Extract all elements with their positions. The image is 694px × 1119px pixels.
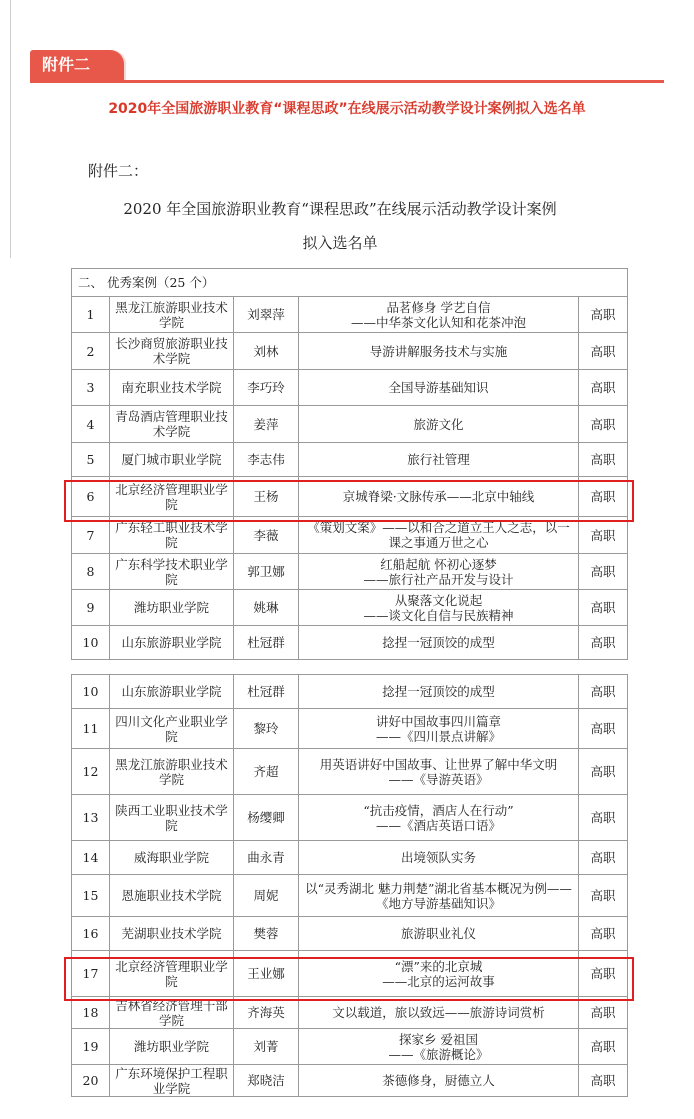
cell-no: 9 <box>72 590 110 626</box>
cell-school: 四川文化产业职业学院 <box>110 709 234 749</box>
cell-no: 3 <box>72 370 110 406</box>
cell-no: 14 <box>72 841 110 875</box>
cell-title: 全国导游基础知识 <box>299 370 579 406</box>
highlight-box-row-17 <box>64 957 634 1001</box>
cell-person: 姜萍 <box>234 406 299 443</box>
cell-title: 出境领队实务 <box>299 841 579 875</box>
table-row <box>72 517 628 554</box>
table-row <box>72 443 628 477</box>
cell-school: 威海职业学院 <box>110 841 234 875</box>
cell-person: 王杨 <box>234 477 299 517</box>
case-table-2 <box>71 674 628 1097</box>
cell-person: 王业娜 <box>234 951 299 997</box>
cell-no: 10 <box>72 675 110 709</box>
table-row <box>72 1029 628 1065</box>
cell-no: 10 <box>72 626 110 660</box>
headline: 2020年全国旅游职业教育“课程思政”在线展示活动教学设计案例拟入选名单 <box>108 101 586 117</box>
cell-no: 16 <box>72 917 110 951</box>
cell-level: 高职 <box>579 917 628 951</box>
cell-no: 7 <box>72 517 110 554</box>
table-row <box>72 841 628 875</box>
header-rule <box>30 80 664 83</box>
table-row <box>72 749 628 795</box>
cell-no: 11 <box>72 709 110 749</box>
cell-no: 19 <box>72 1029 110 1065</box>
cell-school: 恩施职业技术学院 <box>110 875 234 917</box>
cell-school: 北京经济管理职业学院 <box>110 477 234 517</box>
cell-school: 广东轻工职业技术学院 <box>110 517 234 554</box>
table-row <box>72 406 628 443</box>
cell-title: 捻捏一冠顶饺的成型 <box>299 675 579 709</box>
cell-title: 以“灵秀湖北 魅力荆楚”湖北省基本概况为例——《地方导游基础知识》 <box>299 875 579 917</box>
cell-title: 探家乡 爱祖国 ——《旅游概论》 <box>299 1029 579 1065</box>
cell-level: 高职 <box>579 554 628 590</box>
cell-title: 从聚落文化说起 ——谈文化自信与民族精神 <box>299 590 579 626</box>
cell-no: 1 <box>72 297 110 333</box>
cell-person: 姚琳 <box>234 590 299 626</box>
attachment-badge-label: 附件二 <box>30 50 124 80</box>
cell-level: 高职 <box>579 997 628 1029</box>
cell-school: 潍坊职业学院 <box>110 1029 234 1065</box>
cell-level: 高职 <box>579 590 628 626</box>
cell-level: 高职 <box>579 749 628 795</box>
cell-level: 高职 <box>579 675 628 709</box>
cell-person: 黎玲 <box>234 709 299 749</box>
table-row <box>72 795 628 841</box>
section-label: 二、 优秀案例（25 个） <box>72 269 628 297</box>
cell-school: 北京经济管理职业学院 <box>110 951 234 997</box>
cell-level: 高职 <box>579 333 628 370</box>
cell-no: 20 <box>72 1065 110 1097</box>
cell-school: 潍坊职业学院 <box>110 590 234 626</box>
cell-school: 厦门城市职业学院 <box>110 443 234 477</box>
cell-no: 17 <box>72 951 110 997</box>
cell-title: 品茗修身 学艺自信 ——中华茶文化认知和花茶冲泡 <box>299 297 579 333</box>
cell-person: 李巧玲 <box>234 370 299 406</box>
table-row <box>72 297 628 333</box>
table-row <box>72 997 628 1029</box>
cell-level: 高职 <box>579 875 628 917</box>
cell-person: 杨缨卿 <box>234 795 299 841</box>
cell-no: 15 <box>72 875 110 917</box>
cell-no: 18 <box>72 997 110 1029</box>
table-row <box>72 370 628 406</box>
cell-person: 曲永青 <box>234 841 299 875</box>
cell-person: 刘林 <box>234 333 299 370</box>
cell-title: 用英语讲好中国故事、让世界了解中华文明 ——《导游英语》 <box>299 749 579 795</box>
cell-title: 旅行社管理 <box>299 443 579 477</box>
table-row <box>72 1065 628 1097</box>
cell-title: 捻捏一冠顶饺的成型 <box>299 626 579 660</box>
cell-no: 6 <box>72 477 110 517</box>
cell-level: 高职 <box>579 795 628 841</box>
cell-level: 高职 <box>579 370 628 406</box>
cell-school: 黑龙江旅游职业技术学院 <box>110 297 234 333</box>
cell-person: 郭卫娜 <box>234 554 299 590</box>
cell-level: 高职 <box>579 951 628 997</box>
highlight-box-row-6 <box>64 480 634 522</box>
cell-title: “漂”来的北京城 ——北京的运河故事 <box>299 951 579 997</box>
cell-school: 山东旅游职业学院 <box>110 675 234 709</box>
cell-person: 刘菁 <box>234 1029 299 1065</box>
cell-no: 12 <box>72 749 110 795</box>
cell-no: 8 <box>72 554 110 590</box>
cell-level: 高职 <box>579 626 628 660</box>
table-row <box>72 554 628 590</box>
table-row <box>72 333 628 370</box>
table-row <box>72 626 628 660</box>
cell-person: 周妮 <box>234 875 299 917</box>
table-row <box>72 917 628 951</box>
case-table-1 <box>71 268 628 660</box>
cell-no: 13 <box>72 795 110 841</box>
cell-school: 山东旅游职业学院 <box>110 626 234 660</box>
table-row <box>72 590 628 626</box>
cell-level: 高职 <box>579 517 628 554</box>
cell-level: 高职 <box>579 709 628 749</box>
cell-title: 红船起航 怀初心逐梦 ——旅行社产品开发与设计 <box>299 554 579 590</box>
table-row <box>72 709 628 749</box>
cell-level: 高职 <box>579 1065 628 1097</box>
cell-no: 4 <box>72 406 110 443</box>
cell-level: 高职 <box>579 841 628 875</box>
cell-title: “抗击疫情，酒店人在行动” ——《酒店英语口语》 <box>299 795 579 841</box>
cell-level: 高职 <box>579 1029 628 1065</box>
cell-title: 导游讲解服务技术与实施 <box>299 333 579 370</box>
doc-title: 2020 年全国旅游职业教育“课程思政”在线展示活动教学设计案例 <box>123 200 557 218</box>
cell-school: 长沙商贸旅游职业技术学院 <box>110 333 234 370</box>
cell-title: 旅游文化 <box>299 406 579 443</box>
cell-no: 2 <box>72 333 110 370</box>
cell-person: 齐海英 <box>234 997 299 1029</box>
cell-title: 文以载道，旅以致远——旅游诗词赏析 <box>299 997 579 1029</box>
cell-person: 李志伟 <box>234 443 299 477</box>
cell-person: 李薇 <box>234 517 299 554</box>
cell-title: 茶德修身，厨德立人 <box>299 1065 579 1097</box>
cell-school: 广东科学技术职业学院 <box>110 554 234 590</box>
cell-title: 《策划文案》——以和合之道立王人之志，以一课之事通万世之心 <box>299 517 579 554</box>
cell-person: 齐超 <box>234 749 299 795</box>
cell-person: 杜冠群 <box>234 626 299 660</box>
table-row <box>72 875 628 917</box>
cell-no: 5 <box>72 443 110 477</box>
cell-level: 高职 <box>579 443 628 477</box>
cell-level: 高职 <box>579 477 628 517</box>
cell-school: 广东环境保护工程职业学院 <box>110 1065 234 1097</box>
cell-person: 樊蓉 <box>234 917 299 951</box>
cell-level: 高职 <box>579 406 628 443</box>
cell-school: 青岛酒店管理职业技术学院 <box>110 406 234 443</box>
cell-title: 讲好中国故事四川篇章 ——《四川景点讲解》 <box>299 709 579 749</box>
cell-school: 吉林省经济管理干部学院 <box>110 997 234 1029</box>
cell-school: 陕西工业职业技术学院 <box>110 795 234 841</box>
doc-subtitle: 拟入选名单 <box>302 234 378 252</box>
table-row <box>72 675 628 709</box>
cell-school: 芜湖职业技术学院 <box>110 917 234 951</box>
cell-title: 京城脊梁·文脉传承——北京中轴线 <box>299 477 579 517</box>
doc-label: 附件二： <box>88 162 149 180</box>
cell-person: 郑晓洁 <box>234 1065 299 1097</box>
cell-person: 杜冠群 <box>234 675 299 709</box>
cell-school: 黑龙江旅游职业技术学院 <box>110 749 234 795</box>
cell-title: 旅游职业礼仪 <box>299 917 579 951</box>
cell-person: 刘翠萍 <box>234 297 299 333</box>
leftline <box>10 0 11 258</box>
cell-school: 南充职业技术学院 <box>110 370 234 406</box>
cell-level: 高职 <box>579 297 628 333</box>
